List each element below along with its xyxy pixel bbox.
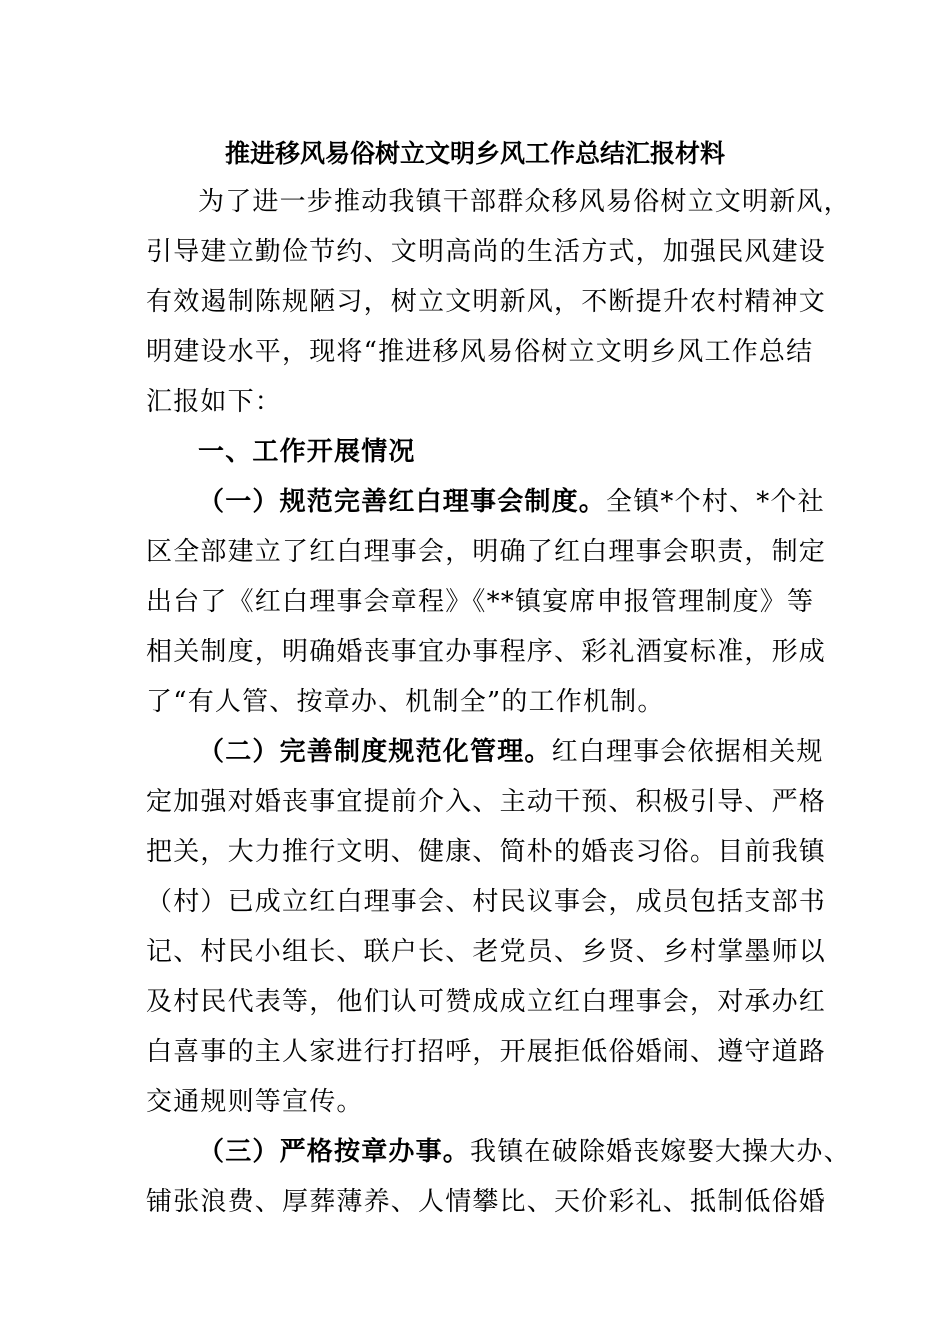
paragraph-line: 相关制度，明确婚丧事宜办事程序、彩礼酒宴标准，形成: [146, 637, 827, 667]
intro-line: 引导建立勤俭节约、文明高尚的生活方式，加强民风建设: [146, 237, 827, 267]
paragraph-text: 我镇在破除婚丧嫁娶大操大办、: [470, 1137, 851, 1167]
intro-line: 明建设水平，现将“推进移风易俗树立文明乡风工作总结: [146, 337, 814, 367]
paragraph-first-line: [198, 1134, 851, 1170]
paragraph-heading: （三）严格按章办事。: [198, 1137, 471, 1167]
paragraph-line: 铺张浪费、厚葬薄养、人情攀比、天价彩礼、抵制低俗婚: [146, 1187, 827, 1217]
paragraph-heading: （二）完善制度规范化管理。: [198, 737, 552, 767]
paragraph-line: 交通规则等宣传。: [146, 1087, 364, 1117]
paragraph-line: 把关，大力推行文明、健康、简朴的婚丧习俗。目前我镇: [146, 837, 827, 867]
paragraph-line: （村）已成立红白理事会、村民议事会，成员包括支部书: [146, 887, 827, 917]
intro-line: 汇报如下：: [146, 387, 283, 417]
paragraph-line: 及村民代表等，他们认可赞成成立红白理事会，对承办红: [146, 987, 827, 1017]
paragraph-heading: （一）规范完善红白理事会制度。: [198, 487, 607, 517]
paragraph-line: 白喜事的主人家进行打招呼，开展拒低俗婚闹、遵守道路: [146, 1037, 827, 1067]
paragraph-line: 定加强对婚丧事宜提前介入、主动干预、积极引导、严格: [146, 787, 827, 817]
paragraph-text: 全镇*个村、*个社: [606, 487, 825, 517]
paragraph-line: 区全部建立了红白理事会，明确了红白理事会职责，制定: [146, 537, 827, 567]
paragraph-line: 出台了《红白理事会章程》《**镇宴席申报管理制度》等: [146, 587, 815, 617]
paragraph-line: 了“有人管、按章办、机制全”的工作机制。: [146, 687, 665, 717]
paragraph-text: 红白理事会依据相关规: [551, 737, 824, 767]
intro-line: 为了进一步推动我镇干部群众移风易俗树立文明新风，: [198, 187, 851, 217]
paragraph-first-line: [198, 484, 825, 520]
paragraph-first-line: [198, 734, 824, 770]
paragraph-line: 记、村民小组长、联户长、老党员、乡贤、乡村掌墨师以: [146, 937, 827, 967]
intro-line: 有效遏制陈规陋习，树立文明新风，不断提升农村精神文: [146, 287, 827, 317]
section-heading: 一、工作开展情况: [198, 437, 416, 467]
document-title: 推进移风易俗树立文明乡风工作总结汇报材料: [224, 139, 725, 168]
